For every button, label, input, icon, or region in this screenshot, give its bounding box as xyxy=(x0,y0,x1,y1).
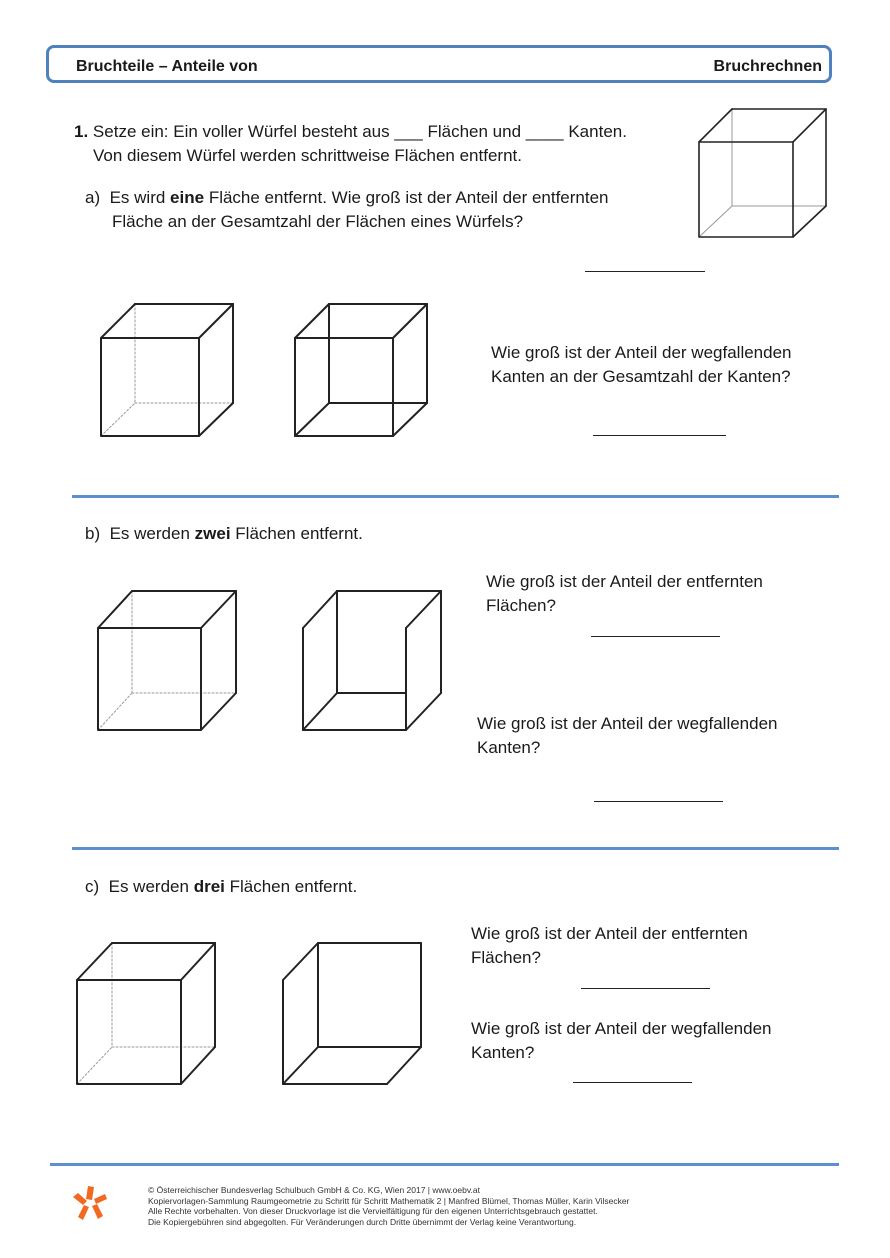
part-b-edges-q1: Wie groß ist der Anteil der wegfallenden xyxy=(477,714,778,733)
task-number: 1. xyxy=(74,122,89,141)
section-divider-2 xyxy=(72,847,839,850)
part-b-line: b) Es werden zwei Flächen entfernt. xyxy=(85,524,363,543)
part-a-line2: Fläche an der Gesamtzahl der Flächen eines Würfels? xyxy=(112,212,524,231)
part-c-faces-q1: Wie groß ist der Anteil der entfernten xyxy=(471,924,748,943)
answer-line-b-edges[interactable] xyxy=(594,801,723,802)
footer-fees: Die Kopiergebühren sind abgegolten. Für Veränderungen durch Dritte übernimmt der Verlag keine Verantwortung. xyxy=(148,1216,577,1227)
task1-line1: 1. Setze ein: Ein voller Würfel besteht aus ___ Flächen und ____ Kanten. xyxy=(74,122,627,141)
cube-a-full xyxy=(95,298,240,443)
cube-a-one-face-removed xyxy=(289,298,434,443)
answer-line-a-faces[interactable] xyxy=(585,271,705,272)
header-topic: Bruchteile – Anteile von xyxy=(76,58,258,75)
answer-line-c-edges[interactable] xyxy=(573,1082,692,1083)
oebv-star-icon xyxy=(70,1183,110,1223)
part-c-edges-q1: Wie groß ist der Anteil der wegfallenden xyxy=(471,1019,772,1038)
answer-line-c-faces[interactable] xyxy=(581,988,710,989)
part-b-edges-q2: Kanten? xyxy=(477,738,541,757)
cube-b-full xyxy=(92,585,242,735)
answer-line-b-faces[interactable] xyxy=(591,636,720,637)
part-a-label: a) xyxy=(85,188,101,207)
footer-divider xyxy=(50,1163,839,1166)
part-b-faces-q1: Wie groß ist der Anteil der entfernten xyxy=(486,572,763,591)
cube-b-two-faces-removed xyxy=(297,585,447,735)
task1-line2: Von diesem Würfel werden schrittweise Flächen entfernt. xyxy=(93,146,522,165)
part-b-label: b) xyxy=(85,524,101,543)
part-a-edges-q1: Wie groß ist der Anteil der wegfallenden xyxy=(491,343,792,362)
page-header xyxy=(46,45,832,83)
full-cube-figure xyxy=(690,100,835,245)
part-c-edges-q2: Kanten? xyxy=(471,1043,535,1062)
part-c-line: c) Es werden drei Flächen entfernt. xyxy=(85,877,358,896)
answer-line-a-edges[interactable] xyxy=(593,435,726,436)
footer-text xyxy=(148,1185,629,1227)
footer-rights: Alle Rechte vorbehalten. Von dieser Druckvorlage ist die Vervielfältigung für den eigenen Unterrichtsgebrauch gestattet. xyxy=(148,1206,598,1216)
footer-copyright: © Österreichischer Bundesverlag Schulbuch GmbH & Co. KG, Wien 2017 | www.oebv.at xyxy=(148,1185,480,1195)
footer-series: Kopiervorlagen-Sammlung Raumgeometrie zu Schritt für Schritt Mathematik 2 | Manfred Blümel, Thomas Müller, Karin Vilsecker xyxy=(148,1195,630,1206)
part-b-faces-q2: Flächen? xyxy=(486,596,556,615)
blank-edges: ____ xyxy=(525,122,564,141)
cube-c-three-faces-removed xyxy=(276,937,426,1087)
part-c-faces-q2: Flächen? xyxy=(471,948,541,967)
part-a-edges-q2: Kanten an der Gesamtzahl der Kanten? xyxy=(491,367,791,386)
part-c-label: c) xyxy=(85,877,100,896)
section-divider-1 xyxy=(72,495,839,498)
header-chapter: Bruchrechnen xyxy=(713,58,822,75)
part-a-line1: a) Es wird eine Fläche entfernt. Wie groß ist der Anteil der entfernten xyxy=(85,188,609,207)
blank-faces: ___ xyxy=(394,122,423,141)
cube-c-full xyxy=(70,937,220,1087)
